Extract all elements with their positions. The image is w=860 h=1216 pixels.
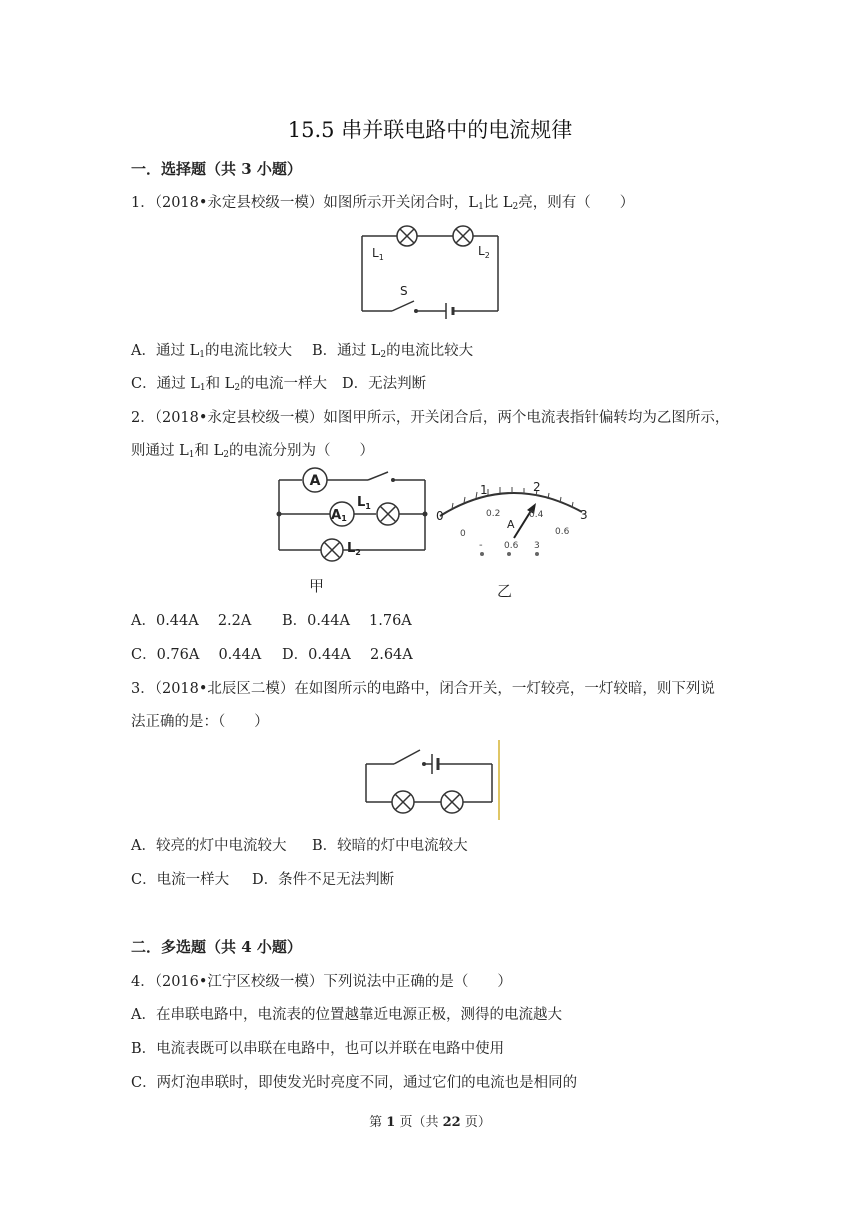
q2-option-b: B．0.44A 1.76A: [282, 613, 412, 629]
q3-option-c: C．电流一样大: [131, 872, 230, 888]
question-2-stem-line1: 2．（2018•永定县校级一模）如图甲所示，开关闭合后，两个电流表指针偏转均为乙图所示，: [131, 410, 730, 426]
q2-ammeter-a: A: [309, 473, 321, 489]
dial-terminal-3: 3: [534, 541, 540, 551]
question-3-stem-line1: 3．（2018•北辰区二模）在如图所示的电路中，闭合开关，一灯较亮，一灯较暗，则下列说: [131, 681, 715, 697]
q1-label-s: S: [400, 284, 408, 298]
q1-option-a: A．通过 $L_1$的电流比较大: [131, 343, 292, 360]
q4-option-a: A．在串联电路中，电流表的位置越靠近电源正极，测得的电流越大: [131, 1007, 562, 1023]
q4-option-c: C．两灯泡串联时，即使发光时亮度不同，通过它们的电流也是相同的: [131, 1075, 578, 1091]
q1-option-d: D．无法判断: [342, 376, 427, 392]
q3-circuit-diagram: [358, 738, 504, 824]
q4-option-b: B．电流表既可以串联在电路中，也可以并联在电路中使用: [131, 1041, 505, 1057]
dial-unit: A: [507, 518, 515, 531]
q2-label-l1: $L_1$: [357, 495, 371, 511]
dial-outer-tick-2: 2: [533, 480, 541, 494]
dial-inner-tick-1: 0.2: [486, 509, 501, 519]
q2-figure-jia-circuit: [275, 466, 435, 594]
dial-inner-tick-2: 0.4: [529, 510, 544, 520]
q1-circuit-diagram: [358, 223, 502, 319]
question-2-stem-line2: 则通过 $L_1$和 $L_2$的电流分别为（ ）: [131, 443, 374, 460]
q2-option-d: D．0.44A 2.64A: [282, 647, 413, 663]
q2-ammeter-a1: A1: [331, 508, 347, 523]
dial-inner-tick-3: 0.6: [555, 527, 570, 537]
q2-caption-jia: 甲: [309, 577, 325, 594]
section-heading-multi: 二．多选题（共 4 小题）: [131, 938, 302, 956]
section-heading-choice: 一．选择题（共 3 小题）: [131, 160, 302, 178]
q2-option-c: C．0.76A 0.44A: [131, 647, 262, 663]
dial-outer-tick-1: 1: [480, 483, 488, 497]
q3-option-d: D．条件不足无法判断: [252, 872, 395, 888]
question-3-stem-line2: 法正确的是：（ ）: [131, 714, 269, 730]
q1-option-b: B．通过 $L_2$的电流比较大: [312, 343, 474, 360]
dial-inner-tick-0: 0: [460, 529, 466, 539]
q3-option-b: B．较暗的灯中电流较大: [312, 838, 468, 854]
dial-outer-tick-0: 0: [436, 509, 444, 523]
q2-figure-yi-ammeter-dial: [430, 474, 596, 602]
page-footer: 第 1 页（共 22 页）: [369, 1115, 491, 1130]
question-4-stem: 4．（2016•江宁区校级一模）下列说法中正确的是（ ）: [131, 974, 512, 990]
question-1-stem: 1．（2018•永定县校级一模）如图所示开关闭合时，$L_1$比 $L_2$亮，则有（ ）: [131, 195, 635, 212]
q1-label-l2: $L_2$: [478, 244, 490, 260]
q3-option-a: A．较亮的灯中电流较大: [131, 838, 287, 854]
q2-label-l2: $L_2$: [347, 541, 361, 557]
q1-option-c: C．通过 $L_1$和 $L_2$的电流一样大: [131, 376, 328, 393]
page-title: 15.5 串并联电路中的电流规律: [287, 118, 573, 142]
dial-terminal-neg: -: [479, 540, 483, 551]
dial-outer-tick-3: 3: [580, 508, 588, 522]
q2-caption-yi: 乙: [497, 582, 513, 600]
q1-label-l1: $L_1$: [372, 246, 384, 262]
dial-terminal-0-6: 0.6: [504, 541, 519, 551]
q2-option-a: A．0.44A 2.2A: [131, 613, 252, 629]
